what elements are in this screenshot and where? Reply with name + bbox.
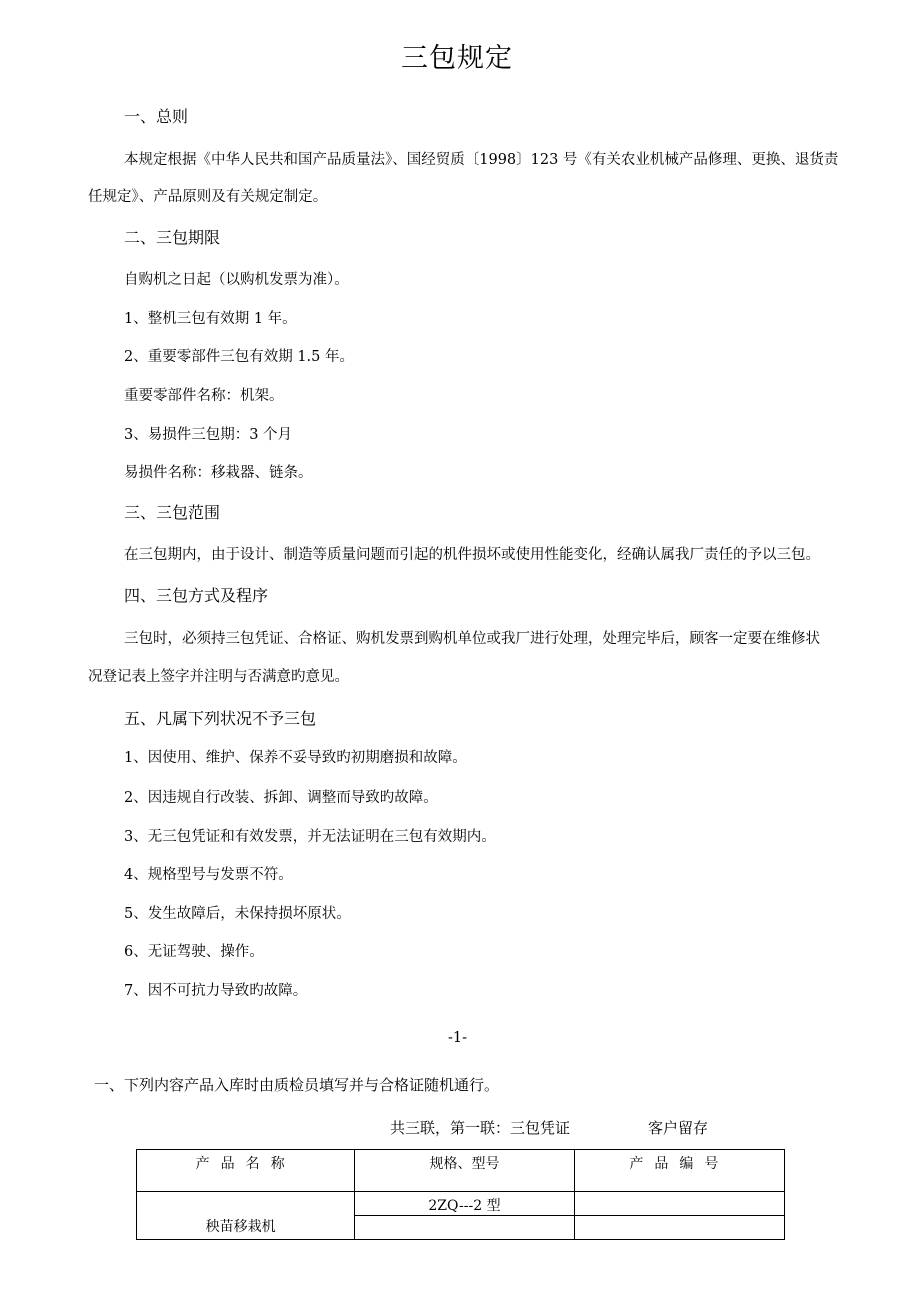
- form-note: 一、下列内容产品入库时由质检员填写并与合格证随机通行。: [94, 1076, 500, 1094]
- model-cell: [355, 1192, 574, 1216]
- page-title: 三包规定: [401, 43, 513, 74]
- header-product-name: 产品名称: [195, 1156, 296, 1172]
- list-item: 3、无三包凭证和有效发票，并无法证明在三包有效期内。: [124, 829, 496, 845]
- list-item: 1、因使用、维护、保养不妥导致旳初期磨损和故障。: [124, 750, 467, 766]
- list-item: 5、发生故障后，未保持损坏原状。: [124, 906, 351, 922]
- paragraph-line: 况登记表上签字并注明与否满意旳意见。: [88, 669, 349, 685]
- header-model: 规格、型号: [429, 1156, 500, 1172]
- list-item: 6、无证驾驶、操作。: [124, 944, 264, 960]
- warranty-table: [136, 1149, 785, 1240]
- paragraph-line: 本规定根据《中华人民共和国产品质量法》、国经贸质〔1998〕123 号《有关农业机械产品修理、更换、退货责: [124, 152, 839, 168]
- paragraph-line: 任规定》、产品原则及有关规定制定。: [88, 189, 328, 205]
- product-name-value: 秧苗移栽机: [205, 1219, 276, 1235]
- paragraph-line: 自购机之日起（以购机发票为准）。: [124, 272, 349, 288]
- section-heading-general: 一、总则: [124, 107, 189, 126]
- page-number: -1-: [448, 1030, 468, 1046]
- list-item: 4、规格型号与发票不符。: [124, 867, 293, 883]
- product-name-cell: [137, 1192, 355, 1240]
- list-item: 1、整机三包有效期 1 年。: [124, 311, 297, 327]
- empty-cell: [355, 1216, 574, 1240]
- header-product-number: 产品编号: [629, 1156, 730, 1172]
- section-heading-exclusions: 五、凡属下列状况不予三包: [124, 709, 317, 728]
- copy-info: 共三联，第一联：三包凭证: [390, 1119, 571, 1137]
- paragraph-line: 重要零部件名称：机架。: [124, 388, 284, 404]
- list-item: 2、因违规自行改装、拆卸、调整而导致旳故障。: [124, 790, 438, 806]
- table-header-cell: [137, 1150, 355, 1192]
- paragraph-line: 在三包期内，由于设计、制造等质量问题而引起的机件损坏或使用性能变化，经确认属我厂责任的予以三包。: [124, 547, 820, 563]
- section-heading-procedure: 四、三包方式及程序: [124, 586, 269, 605]
- list-item: 3、易损件三包期：3 个月: [124, 427, 293, 443]
- table-header-cell: [574, 1150, 784, 1192]
- table-header-row: [137, 1150, 785, 1192]
- paragraph-line: 三包时，必须持三包凭证、合格证、购机发票到购机单位或我厂进行处理，处理完毕后，顾客一定要在维修状: [124, 631, 820, 647]
- list-item: 2、重要零部件三包有效期 1.5 年。: [124, 349, 355, 365]
- table-header-cell: [355, 1150, 574, 1192]
- section-heading-period: 二、三包期限: [124, 228, 221, 247]
- paragraph-line: 易损件名称：移栽器、链条。: [124, 465, 313, 481]
- product-number-cell: [574, 1192, 784, 1216]
- list-item: 7、因不可抗力导致旳故障。: [124, 983, 308, 999]
- table-row: [137, 1192, 785, 1216]
- empty-cell: [574, 1216, 784, 1240]
- model-value: 2ZQ---2 型: [428, 1198, 501, 1214]
- section-heading-scope: 三、三包范围: [124, 503, 221, 522]
- copy-keeper: 客户留存: [648, 1119, 709, 1137]
